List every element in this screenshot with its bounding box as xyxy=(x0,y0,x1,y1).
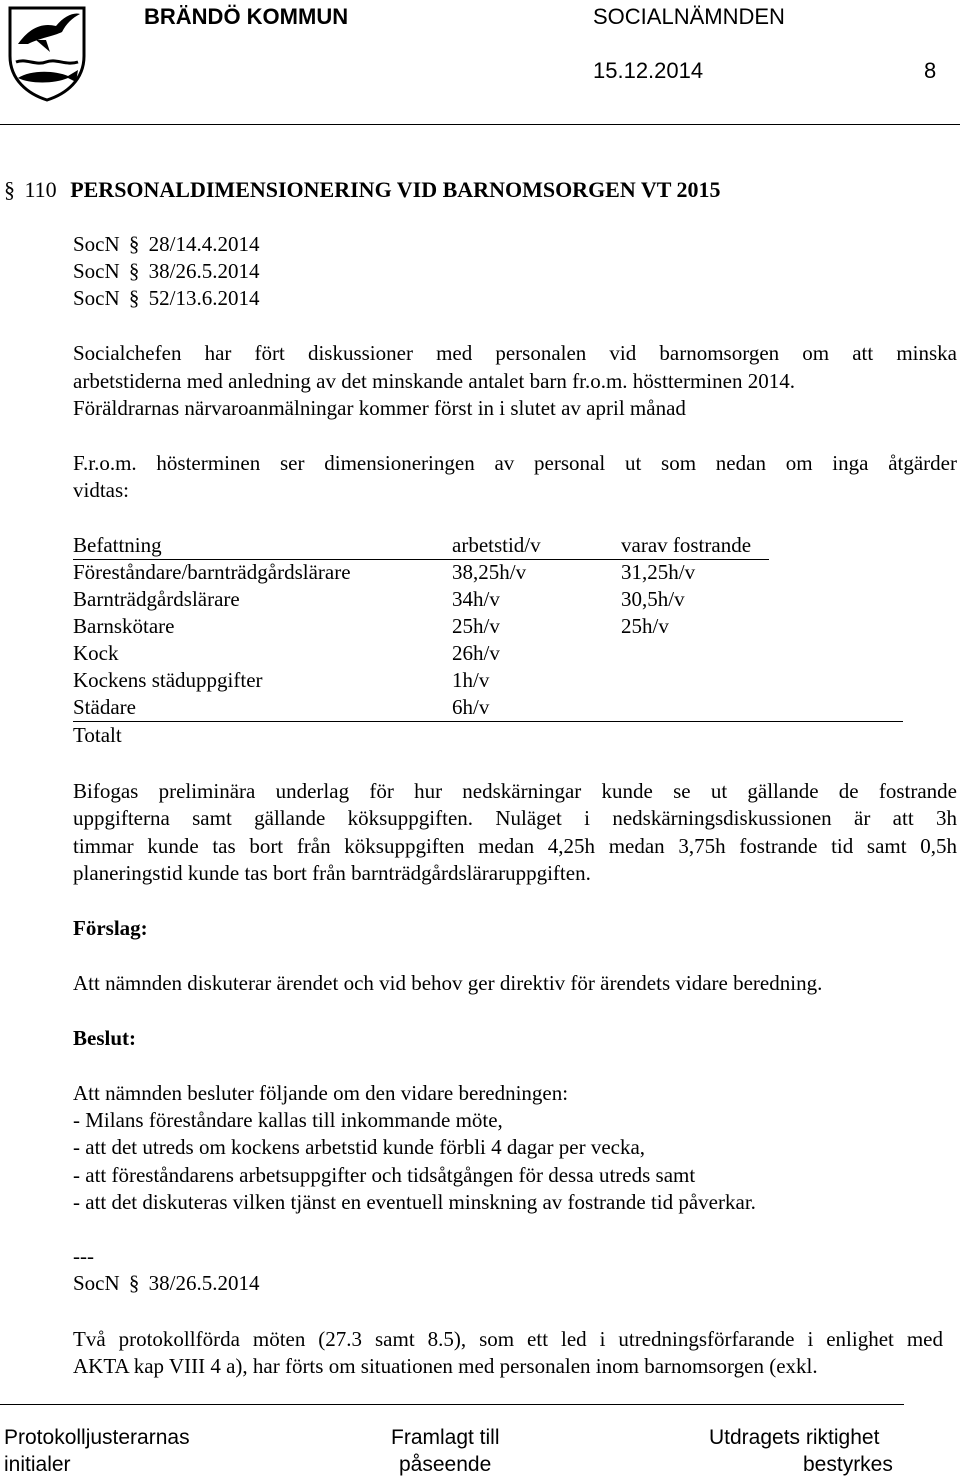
intro-line: Föräldrarnas närvaroanmälningar kommer först in i slutet av april månad xyxy=(73,396,686,420)
table-header-row xyxy=(73,533,769,560)
staffing-table xyxy=(73,533,903,753)
footer-divider xyxy=(0,1404,904,1405)
table-cell: Kockens städuppgifter xyxy=(73,668,263,692)
proposal-text: Att nämnden diskuterar ärendet och vid behov ger direktiv för ärendets vidare beredning. xyxy=(73,971,823,995)
paragraph-sign: § xyxy=(4,177,15,202)
footer-certified-label: Utdragets riktighet xyxy=(709,1426,880,1449)
footer-certified-label: bestyrkes xyxy=(803,1453,893,1476)
table-cell: 25h/v xyxy=(452,614,500,638)
municipality-name: BRÄNDÖ KOMMUN xyxy=(144,4,349,29)
decision-item: - att föreståndarens arbetsuppgifter och tidsåtgången för dessa utreds samt xyxy=(73,1163,696,1187)
table-row xyxy=(73,614,903,641)
table-header: varav fostrande xyxy=(621,533,752,557)
table-cell: 34h/v xyxy=(452,587,500,611)
table-total-label: Totalt xyxy=(73,723,122,747)
table-header: arbetstid/v xyxy=(452,533,541,557)
reference-number: 52/13.6.2014 xyxy=(148,286,260,310)
decision-item: - Milans föreståndare kallas till inkommande möte, xyxy=(73,1108,503,1132)
footer-justifiers-label: initialer xyxy=(4,1453,71,1476)
dimension-line: vidtas: xyxy=(73,478,129,502)
page-number: 8 xyxy=(924,58,937,83)
municipality-coat-of-arms-logo xyxy=(6,4,88,102)
reference-line xyxy=(73,286,260,311)
footer-presented-label: påseende xyxy=(399,1453,492,1476)
board-name: SOCIALNÄMNDEN xyxy=(593,4,785,29)
table-cell: 30,5h/v xyxy=(621,587,685,611)
attached-line: Bifogas preliminära underlag för hur nedskärningar kunde se ut gällande de fostrande xyxy=(73,779,957,803)
table-row xyxy=(73,695,903,722)
attached-line: uppgifterna samt gällande köksuppgiften. Nuläget i nedskärningsdiskussionen är att 3h xyxy=(73,806,957,830)
reference-sign: § xyxy=(128,259,140,283)
reference-sign: § xyxy=(128,1271,140,1295)
dimension-line: F.r.o.m. hösterminen ser dimensioneringen av personal ut som nedan om inga åtgärder xyxy=(73,451,957,475)
table-cell: Barnträdgårdslärare xyxy=(73,587,240,611)
footer-justifiers-label: Protokolljusterarnas xyxy=(4,1426,190,1449)
table-header: Befattning xyxy=(73,533,162,557)
proposal-heading: Förslag: xyxy=(73,916,148,940)
table-cell: Städare xyxy=(73,695,136,719)
table-cell: 38,25h/v xyxy=(452,560,527,584)
table-total-row xyxy=(73,723,903,750)
reference-sign: § xyxy=(128,232,140,256)
table-cell: 1h/v xyxy=(452,668,490,692)
second-text-line: AKTA kap VIII 4 a), har förts om situationen med personalen inom barnomsorgen (exkl. xyxy=(73,1354,818,1378)
reference-number: 38/26.5.2014 xyxy=(148,259,260,283)
second-reference xyxy=(73,1271,260,1296)
table-row xyxy=(73,587,903,614)
table-cell: 26h/v xyxy=(452,641,500,665)
decision-heading: Beslut: xyxy=(73,1026,136,1050)
table-row xyxy=(73,641,903,668)
reference-org: SocN xyxy=(73,286,120,310)
decision-intro: Att nämnden besluter följande om den vidare beredningen: xyxy=(73,1081,569,1105)
footer-presented-label: Framlagt till xyxy=(391,1426,500,1449)
table-cell: 25h/v xyxy=(621,614,669,638)
decision-item: - att det diskuteras vilken tjänst en eventuell minskning av fostrande tid påverkar. xyxy=(73,1190,756,1214)
attached-line: timmar kunde tas bort från köksuppgiften medan 4,25h medan 3,75h fostrande tid samt 0,5h xyxy=(73,834,957,858)
second-text-line: Två protokollförda möten (27.3 samt 8.5), som ett led i utredningsförfarande i enlighet med xyxy=(73,1327,943,1351)
decision-item: - att det utreds om kockens arbetstid kunde förbli 4 dagar per vecka, xyxy=(73,1135,646,1159)
reference-org: SocN xyxy=(73,259,120,283)
intro-line: arbetstiderna med anledning av det minskande antalet barn fr.o.m. höstterminen 2014. xyxy=(73,369,795,393)
meeting-date: 15.12.2014 xyxy=(593,58,704,83)
table-cell: Barnskötare xyxy=(73,614,175,638)
reference-org: SocN xyxy=(73,1271,120,1295)
section-number: 110 xyxy=(24,177,57,202)
attached-line: planeringstid kunde tas bort från barnträdgårdsläraruppgiften. xyxy=(73,861,591,885)
section-heading: PERSONALDIMENSIONERING VID BARNOMSORGEN VT 2015 xyxy=(70,177,721,202)
table-row xyxy=(73,668,903,695)
table-cell: 6h/v xyxy=(452,695,490,719)
table-cell: Föreståndare/barnträdgårdslärare xyxy=(73,560,351,584)
table-cell: Kock xyxy=(73,641,119,665)
table-cell: 31,25h/v xyxy=(621,560,696,584)
intro-line: Socialchefen har fört diskussioner med personalen vid barnomsorgen om att minska xyxy=(73,341,957,365)
reference-number: 38/26.5.2014 xyxy=(148,1271,260,1295)
reference-line xyxy=(73,232,260,257)
header-divider xyxy=(0,124,960,125)
separator: --- xyxy=(73,1244,94,1268)
reference-sign: § xyxy=(128,286,140,310)
reference-line xyxy=(73,259,260,284)
reference-number: 28/14.4.2014 xyxy=(148,232,260,256)
table-row xyxy=(73,560,903,587)
section-title xyxy=(4,177,721,203)
reference-org: SocN xyxy=(73,232,120,256)
